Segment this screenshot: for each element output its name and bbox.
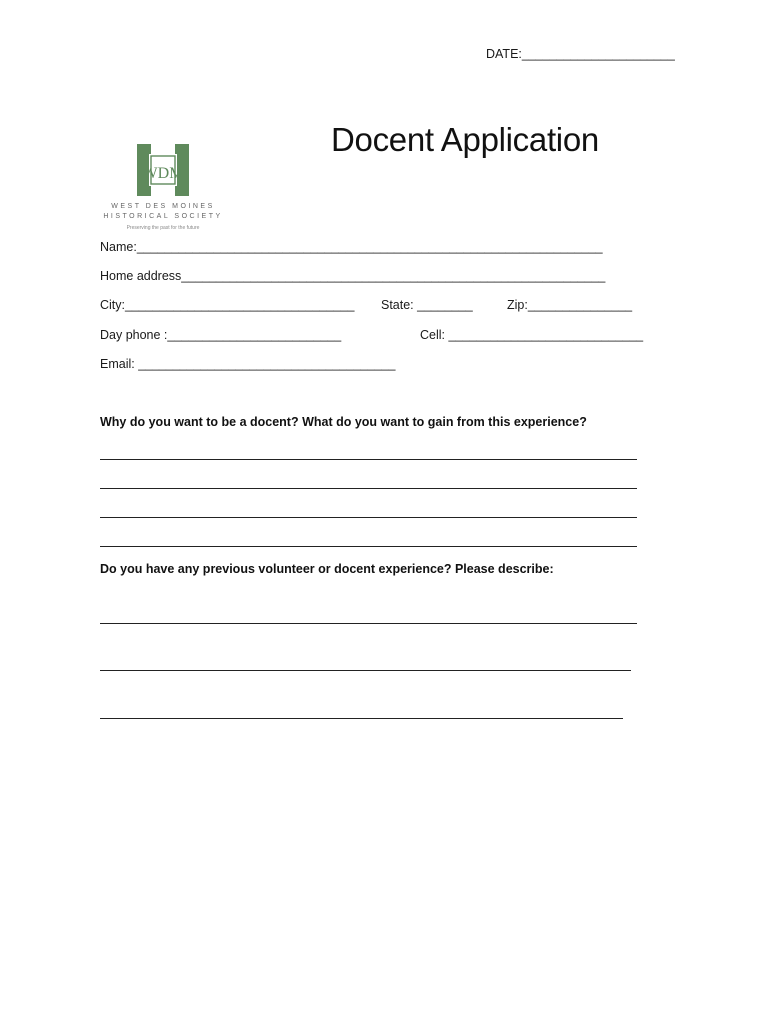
zip-field[interactable]: Zip:_______________ (507, 298, 633, 312)
home-address-field[interactable]: Home address_____________________________________________________________ (100, 269, 606, 283)
logo-monogram: WDM (142, 165, 184, 182)
cell-field[interactable]: Cell: ____________________________ (420, 328, 644, 342)
question-previous-experience: Do you have any previous volunteer or docent experience? Please describe: (100, 562, 554, 576)
email-field[interactable]: Email: _____________________________________ (100, 357, 396, 371)
page-title: Docent Application (331, 121, 599, 158)
logo-tagline: Preserving the past for the future (126, 225, 200, 231)
state-field[interactable]: State: ________ (381, 298, 473, 312)
date-field[interactable] (486, 47, 675, 61)
logo-org-line2: HISTORICAL SOCIETY (103, 213, 223, 220)
city-field[interactable]: City:_________________________________ (100, 298, 355, 312)
experience-line-3[interactable] (100, 718, 623, 719)
experience-line-1[interactable] (100, 623, 637, 624)
logo-org-line1: WEST DES MOINES (111, 203, 215, 210)
society-logo (100, 104, 226, 231)
date-label: DATE: (486, 47, 522, 61)
day-phone-field[interactable]: Day phone :_________________________ (100, 328, 342, 342)
answer-line-1[interactable] (100, 459, 637, 460)
logo-graphic (100, 140, 226, 236)
date-blank[interactable]: ______________________ (521, 47, 675, 61)
question-why-docent: Why do you want to be a docent? What do you want to gain from this experience? (100, 415, 587, 429)
experience-line-2[interactable] (100, 670, 631, 671)
name-field[interactable]: Name:___________________________________________________________________ (100, 240, 603, 254)
answer-line-4[interactable] (100, 546, 637, 547)
answer-line-2[interactable] (100, 488, 637, 489)
answer-line-3[interactable] (100, 517, 637, 518)
